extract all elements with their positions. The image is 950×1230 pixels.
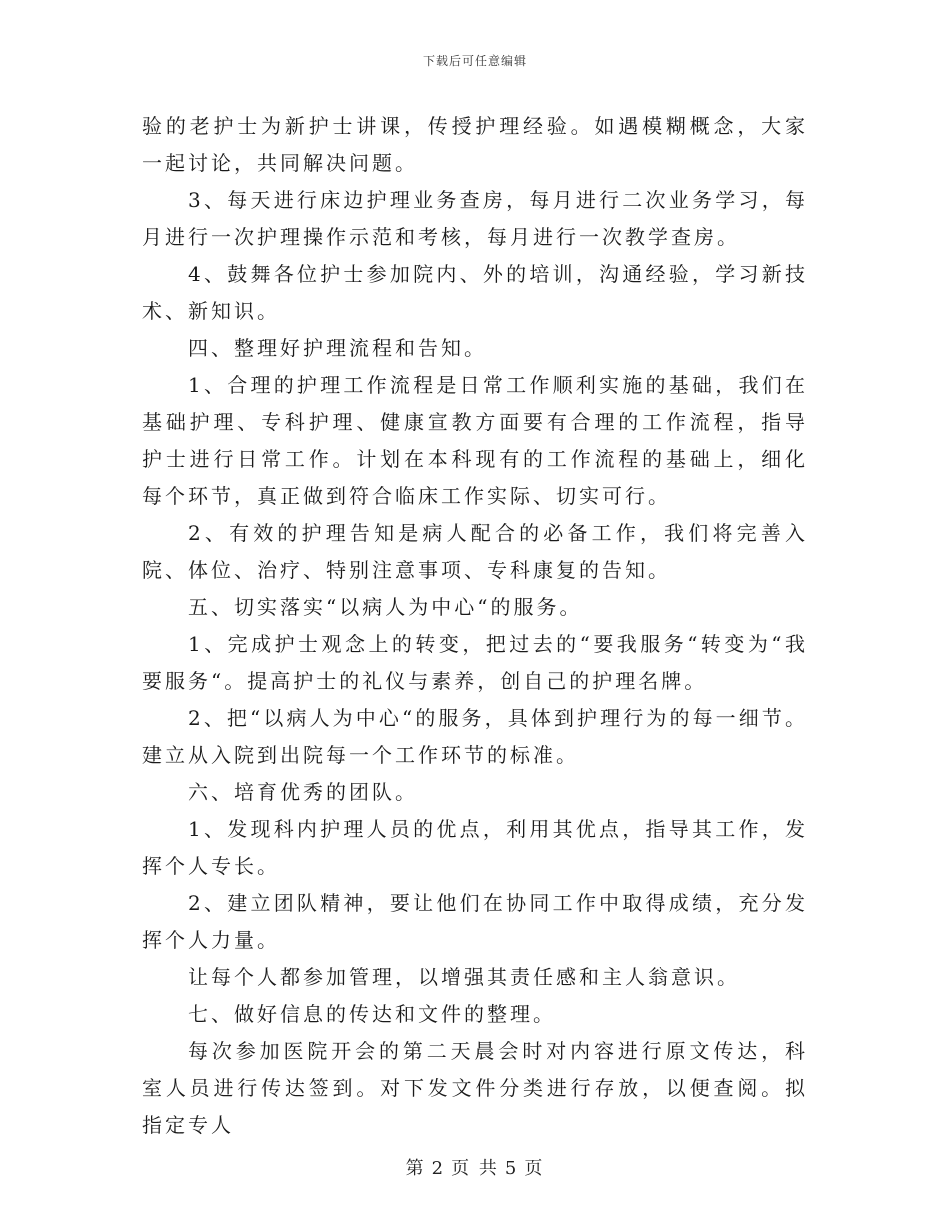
paragraph: 1、发现科内护理人员的优点，利用其优点，指导其工作，发挥个人专长。 <box>142 817 808 878</box>
paragraph: 2、建立团队精神，要让他们在协同工作中取得成绩，充分发挥个人力量。 <box>142 891 808 952</box>
footer-prefix: 第 <box>405 1158 426 1179</box>
paragraph: 1、合理的护理工作流程是日常工作顺利实施的基础，我们在基础护理、专科护理、健康宣教方面要有合理的工作流程，指导护士进行日常工作。计划在本科现有的工作流程的基础上，细化每个环节，真正做到符合临床工作实际、切实可行。 <box>142 373 808 508</box>
document-body <box>142 108 808 1144</box>
page-header: 下载后可任意编辑 <box>422 54 527 68</box>
paragraph: 2、把“以病人为中心“的服务，具体到护理行为的每一细节。建立从入院到出院每一个工作环节的标准。 <box>142 706 808 767</box>
page-number: 2 <box>431 1158 446 1179</box>
paragraph: 2、有效的护理告知是病人配合的必备工作，我们将完善入院、体位、治疗、特别注意事项、专科康复的告知。 <box>142 521 808 582</box>
paragraph: 4、鼓舞各位护士参加院内、外的培训，沟通经验，学习新技术、新知识。 <box>142 262 808 323</box>
section-heading: 六、培育优秀的团队。 <box>188 780 418 804</box>
page-footer <box>0 1154 950 1180</box>
total-pages: 5 <box>504 1158 519 1179</box>
section-heading: 四、整理好护理流程和告知。 <box>188 336 487 360</box>
footer-suffix: 页 <box>524 1158 545 1179</box>
footer-middle: 页 共 <box>451 1158 499 1179</box>
section-heading: 七、做好信息的传达和文件的整理。 <box>188 1002 556 1026</box>
paragraph: 让每个人都参加管理，以增强其责任感和主人翁意识。 <box>188 965 740 989</box>
paragraph: 3、每天进行床边护理业务查房，每月进行二次业务学习，每月进行一次护理操作示范和考核，每月进行一次教学查房。 <box>142 188 808 249</box>
paragraph: 1、完成护士观念上的转变，把过去的“要我服务“转变为“我要服务“。提高护士的礼仪与素养，创自己的护理名牌。 <box>142 632 808 693</box>
paragraph: 每次参加医院开会的第二天晨会时对内容进行原文传达，科室人员进行传达签到。对下发文件分类进行存放，以便查阅。拟指定专人 <box>142 1039 808 1137</box>
paragraph: 验的老护士为新护士讲课，传授护理经验。如遇模糊概念，大家一起讨论，共同解决问题。 <box>142 114 808 175</box>
section-heading: 五、切实落实“以病人为中心“的服务。 <box>188 595 583 619</box>
